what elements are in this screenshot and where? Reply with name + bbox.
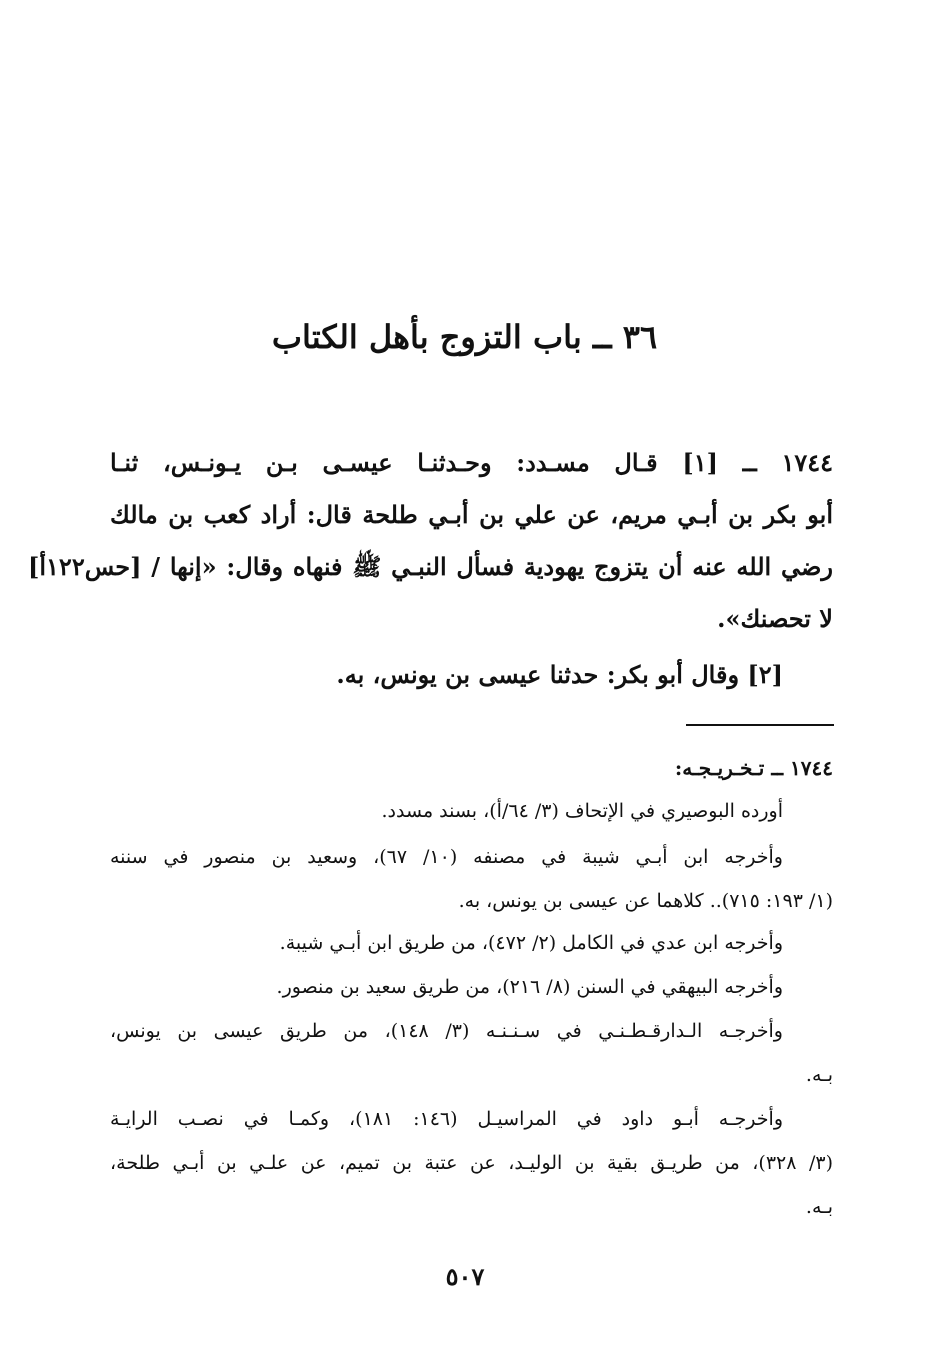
hadith-line-1: ١٧٤٤ ــ [١] قـال مسـدد: وحـدثنـا عيسـى بـن يـونـس، ثنـا: [110, 448, 833, 477]
page-number: ٥٠٧: [445, 1262, 485, 1291]
footnote-line-1: أورده البوصيري في الإتحاف (٣/ ٦٤/أ)، بسند مسدد.: [381, 800, 783, 822]
footnote-line-4: وأخرجه ابن عدي في الكامل (٢/ ٤٧٢)، من طريق ابن أبـي شيبة.: [279, 932, 783, 954]
footnote-line-10: بـه.: [805, 1196, 833, 1218]
footnote-line-5: وأخرجه البيهقي في السنن (٨/ ٢١٦)، من طريق سعيد بن منصور.: [276, 976, 783, 998]
hadith-line-3: رضي الله عنه أن يتزوج يهودية فسأل النبـي ﷺ فنهاه وقال: «إنها / [حس١٢٢أ]: [28, 552, 833, 581]
footnote-divider: [686, 724, 834, 726]
footnote-heading: ١٧٤٤ ــ تـخـريـجـه:: [674, 756, 833, 780]
hadith-line-2: أبو بكر بن أبـي مريم، عن علي بن أبـي طلحة قال: أراد كعب بن مالك: [110, 500, 833, 529]
footnote-line-8: وأخرجـه أبـو داود في المراسيـل (١٤٦: ١٨١)، وكمـا في نصـب الرايـة: [110, 1108, 783, 1130]
hadith-line-4: لا تحصنك».: [717, 604, 833, 633]
footnote-line-3: (١/ ١٩٣: ٧١٥).. كلاهما عن عيسى بن يونس، به.: [458, 890, 833, 912]
footnote-line-2: وأخرجه ابن أبـي شيبة في مصنفه (١٠/ ٦٧)، وسعيد بن منصور في سننه: [110, 846, 783, 868]
second-chain: [٢] وقال أبو بكر: حدثنا عيسى بن يونس، به.: [336, 660, 783, 689]
footnote-line-7: بـه.: [805, 1064, 833, 1086]
chapter-title: ٣٦ ــ باب التزوج بأهل الكتاب: [271, 318, 658, 356]
footnote-line-6: وأخرجـه الـدارقـطـنـي في سـنـنـه (٣/ ١٤٨)، من طريق عيسى بن يونس،: [110, 1020, 783, 1042]
footnote-line-9: (٣/ ٣٢٨)، من طريـق بقية بن الوليـد، عن عتبة بن تميم، عن علـي بن أبـي طلحة،: [110, 1152, 833, 1174]
